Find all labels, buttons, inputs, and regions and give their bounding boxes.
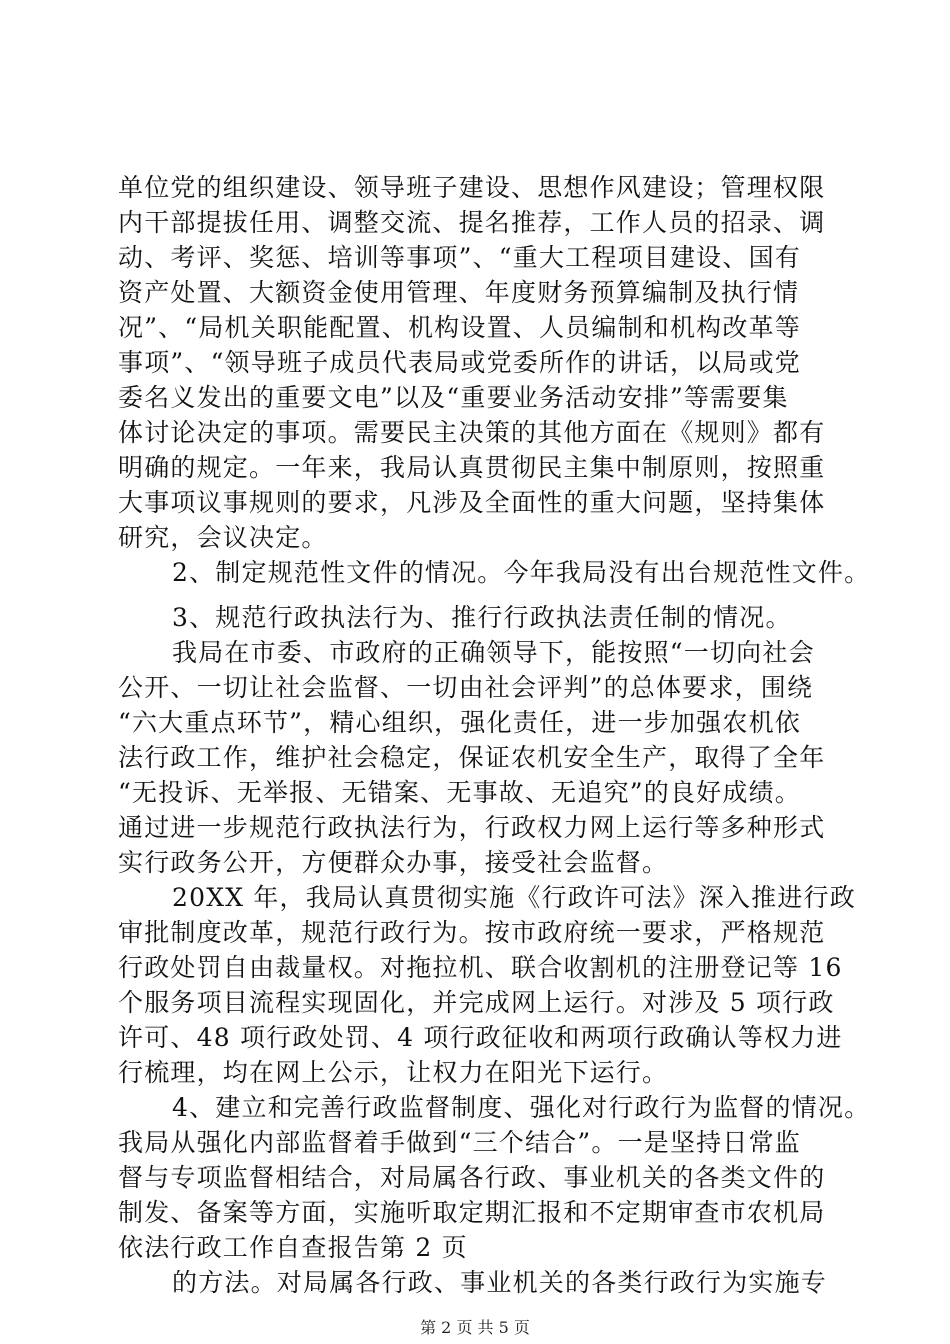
text-line: 实行政务公开，方便群众办事，接受社会监督。	[118, 848, 669, 877]
text-line: “六大重点环节”，精心组织，强化责任，进一步加强农机依	[118, 708, 801, 737]
page-number-footer: 第 2 页 共 5 页	[420, 1318, 530, 1337]
text-line: 许可、48 项行政处罚、4 项行政征收和两项行政确认等权力进	[118, 1023, 843, 1052]
text-line: 单位党的组织建设、领导班子建设、思想作风建设；管理权限	[118, 173, 826, 202]
text-line: “无投诉、无举报、无错案、无事故、无追究”的良好成绩。	[118, 778, 801, 807]
text-line: 资产处置、大额资金使用管理、年度财务预算编制及执行情	[118, 278, 800, 307]
text-line: 的方法。对局属各行政、事业机关的各类行政行为实施专	[172, 1268, 828, 1297]
text-line: 大事项议事规则的要求，凡涉及全面性的重大问题，坚持集体	[118, 488, 826, 517]
text-line: 内干部提拔任用、调整交流、提名推荐，工作人员的招录、调	[118, 208, 826, 237]
text-line: 行政处罚自由裁量权。对拖拉机、联合收割机的注册登记等 16	[118, 953, 843, 982]
text-line: 况”、“局机关职能配置、机构设置、人员编制和机构改革等	[118, 313, 801, 342]
text-line: 审批制度改革，规范行政行为。按市政府统一要求，严格规范	[118, 918, 826, 947]
text-line: 我局在市委、市政府的正确领导下，能按照“一切向社会	[172, 638, 815, 667]
text-line: 依法行政工作自查报告第 2 页	[118, 1233, 468, 1262]
section-heading: 4、建立和完善行政监督制度、强化对行政行为监督的情况。	[172, 1093, 871, 1122]
text-line: 法行政工作，维护社会稳定，保证农机安全生产，取得了全年	[118, 743, 826, 772]
text-line: 行梳理，均在网上公示，让权力在阳光下运行。	[118, 1058, 669, 1087]
text-line: 我局从强化内部监督着手做到“三个结合”。一是坚持日常监	[118, 1128, 801, 1157]
text-line: 动、考评、奖惩、培训等事项”、“重大工程项目建设、国有	[118, 243, 801, 272]
text-line: 通过进一步规范行政执法行为，行政权力网上运行等多种形式	[118, 813, 826, 842]
text-line: 委名义发出的重要文电”以及“重要业务活动安排”等需要集	[118, 383, 789, 412]
section-heading: 3、规范行政执法行为、推行行政执法责任制的情况。	[172, 603, 792, 632]
text-line: 督与专项监督相结合，对局属各行政、事业机关的各类文件的	[118, 1163, 826, 1192]
section-heading: 2、制定规范性文件的情况。今年我局没有出台规范性文件。	[172, 558, 871, 587]
text-line: 公开、一切让社会监督、一切由社会评判”的总体要求，围绕	[118, 673, 814, 702]
text-line: 20XX 年，我局认真贯彻实施《行政许可法》深入推进行政	[172, 883, 856, 912]
text-line: 制发、备案等方面，实施听取定期汇报和不定期审查市农机局	[118, 1198, 826, 1227]
text-line: 事项”、“领导班子成员代表局或党委所作的讲话，以局或党	[118, 348, 801, 377]
text-line: 体讨论决定的事项。需要民主决策的其他方面在《规则》都有	[118, 418, 826, 447]
text-line: 个服务项目流程实现固化，并完成网上运行。对涉及 5 项行政	[118, 988, 835, 1017]
text-line: 研究，会议决定。	[118, 523, 328, 552]
text-line: 明确的规定。一年来，我局认真贯彻民主集中制原则，按照重	[118, 453, 826, 482]
